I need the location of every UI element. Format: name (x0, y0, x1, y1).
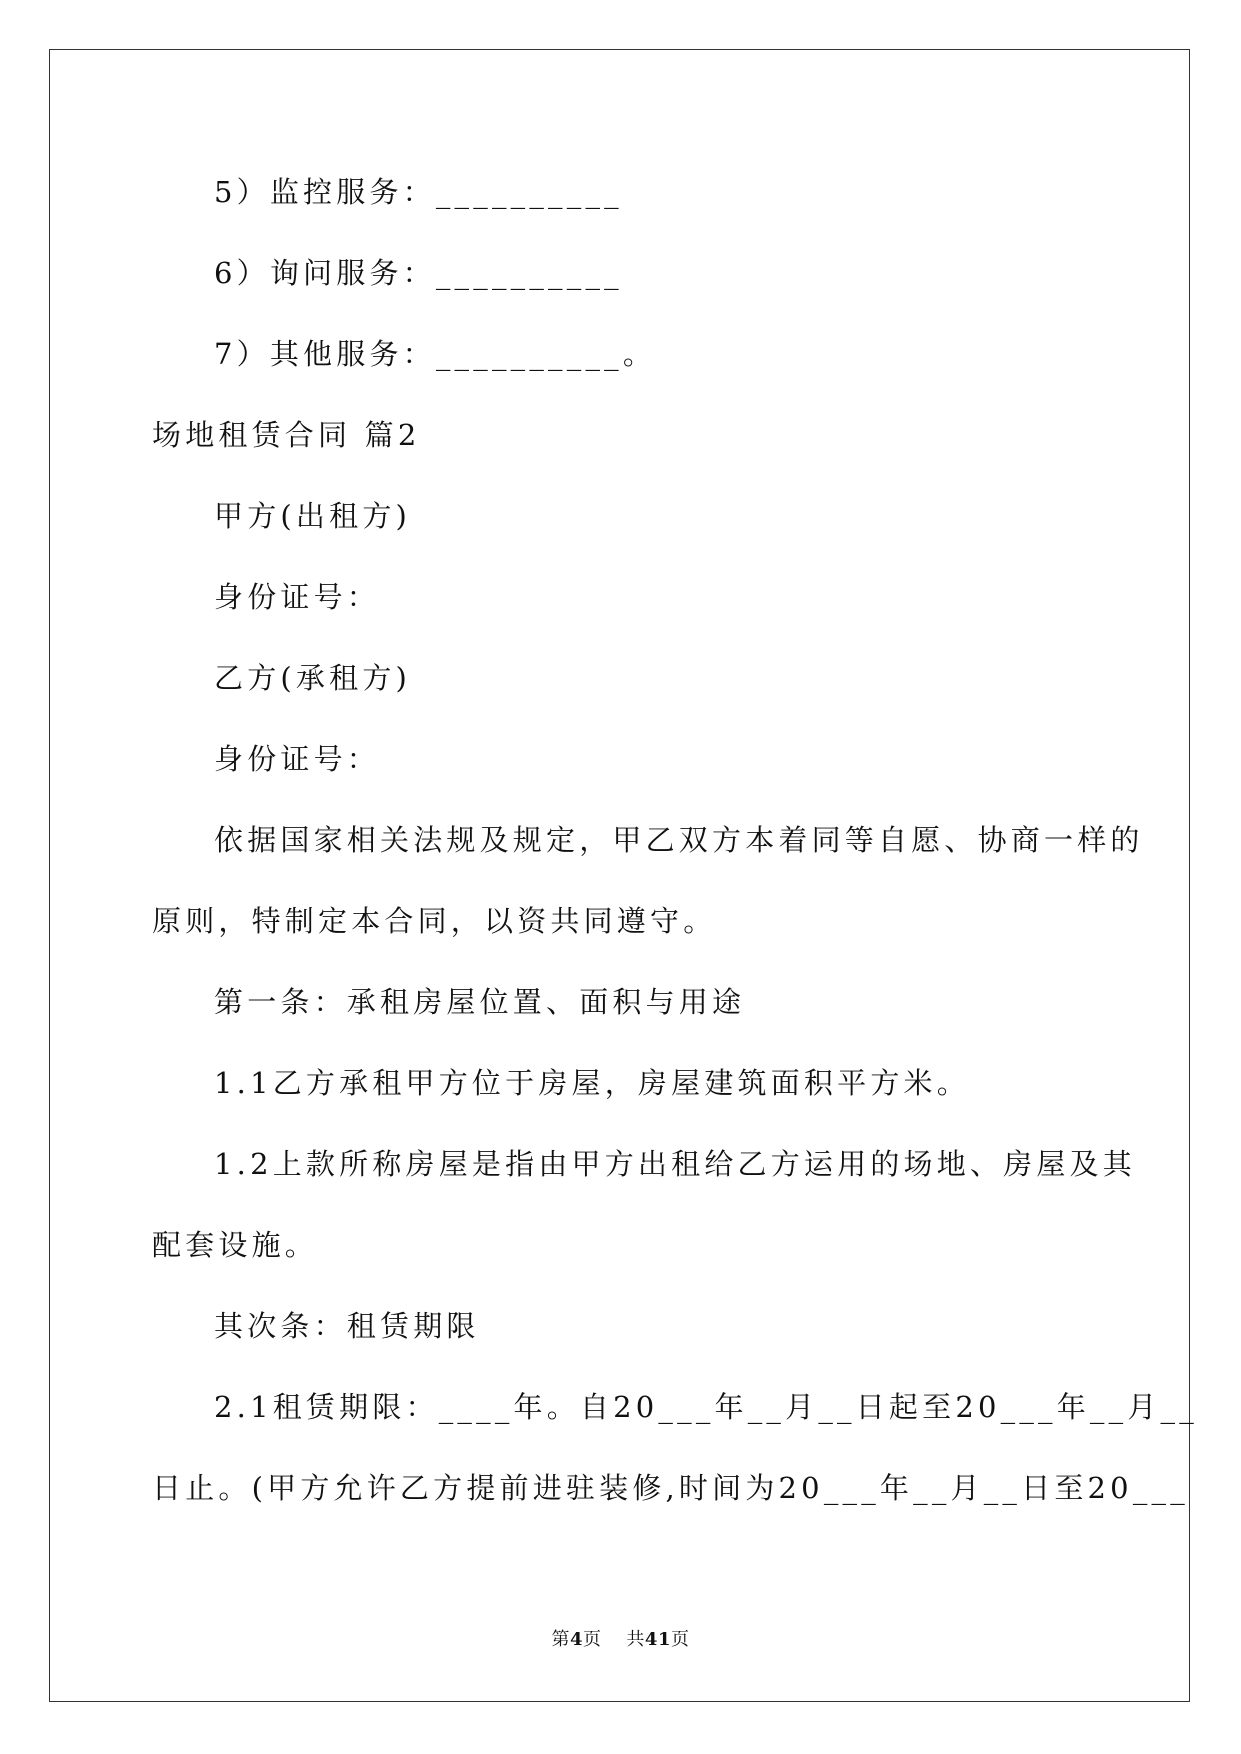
list-item-other-service: 7）其他服务：__________。 (214, 337, 657, 371)
clause-2-1-line-2: 日止。(甲方允许乙方提前进驻装修,时间为20___年__月__日至20___ (152, 1471, 1189, 1505)
party-a-label: 甲方(出租方) (214, 499, 412, 533)
footer-middle: 页 共 (583, 1629, 645, 1650)
page-border (49, 49, 1190, 1702)
footer-suffix: 页 (670, 1629, 690, 1650)
clause-1-1: 1.1乙方承租甲方位于房屋，房屋建筑面积平方米。 (214, 1066, 970, 1100)
total-page-count: 41 (644, 1629, 671, 1650)
party-b-id-label: 身份证号： (214, 742, 381, 776)
list-item-monitoring-service: 5）监控服务：__________ (214, 175, 623, 209)
page-number-footer (0, 1625, 1241, 1651)
article-1-heading: 第一条：承租房屋位置、面积与用途 (214, 985, 746, 1019)
footer-prefix: 第 (551, 1629, 570, 1650)
preamble-paragraph-line-1: 依据国家相关法规及规定，甲乙双方本着同等自愿、协商一样的 (214, 823, 1144, 857)
current-page-number: 4 (570, 1629, 584, 1650)
section-heading: 场地租赁合同 篇2 (152, 418, 421, 452)
clause-2-1-line-1: 2.1租赁期限：____年。自20___年__月__日起至20___年__月__ (214, 1390, 1198, 1424)
clause-1-2-line-1: 1.2上款所称房屋是指由甲方出租给乙方运用的场地、房屋及其 (214, 1147, 1136, 1181)
article-2-heading: 其次条：租赁期限 (214, 1309, 480, 1343)
preamble-paragraph-line-2: 原则，特制定本合同，以资共同遵守。 (152, 904, 717, 938)
clause-1-2-line-2: 配套设施。 (152, 1228, 319, 1262)
party-a-id-label: 身份证号： (214, 580, 381, 614)
list-item-inquiry-service: 6）询问服务：__________ (214, 256, 623, 290)
party-b-label: 乙方(承租方) (214, 661, 412, 695)
